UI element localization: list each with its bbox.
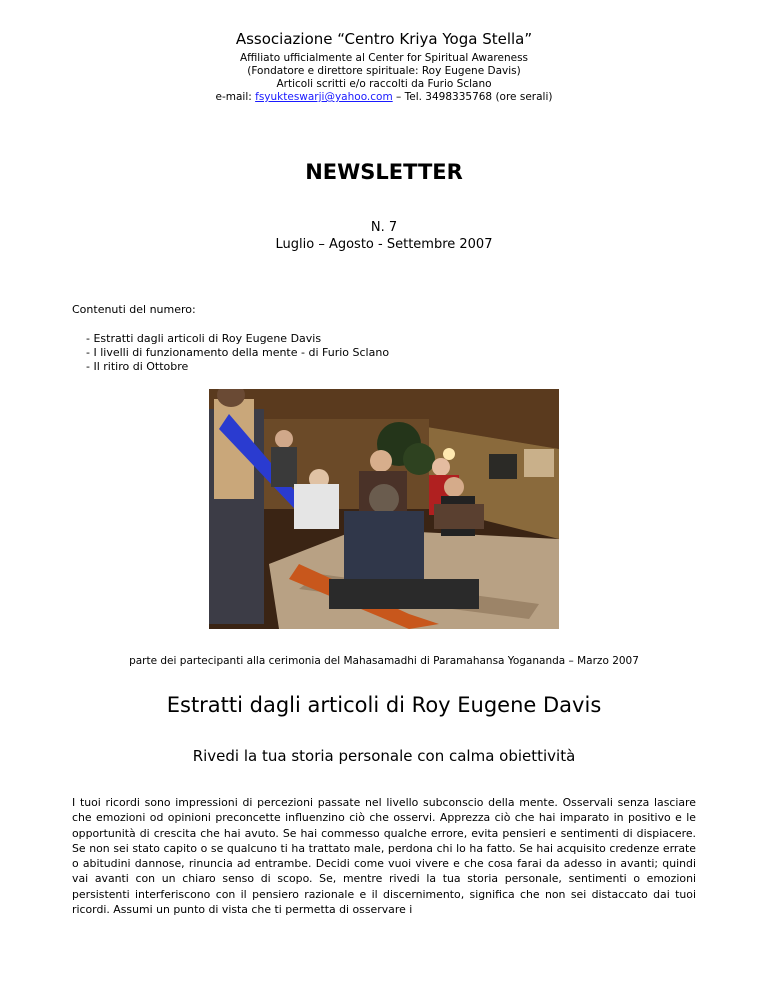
- issue-period: Luglio – Agosto - Settembre 2007: [275, 237, 493, 252]
- newsletter-title: NEWSLETTER: [305, 160, 463, 184]
- phone-text: – Tel. 3498335768 (ore serali): [392, 91, 553, 103]
- organization-title: Associazione “Centro Kriya Yoga Stella”: [235, 30, 533, 48]
- author-line: Articoli scritti e/o raccolti da Furio Sclano: [276, 78, 492, 90]
- article-subtitle: Rivedi la tua storia personale con calma obiettività: [192, 747, 576, 765]
- founder-line: (Fondatore e direttore spirituale: Roy Eugene Davis): [247, 65, 521, 77]
- contents-item: - Estratti dagli articoli di Roy Eugene Davis: [86, 332, 322, 345]
- article-body: I tuoi ricordi sono impressioni di percezioni passate nel livello subconscio della mente. Osservali senza lasciare che emozioni od opinioni preconcette influenzino ciò che osservi. Apprezza ciò che hai imparato in positivo e le opportunità di crescita che hai avuto. Se hai commesso qualche errore, evita pensieri e sentimenti di dispiacere. Se non sei stato capito o se qualcuno ti ha trattato male, perdona chi lo ha fatto. Se hai acquisito credenze errate o abitudini dannose, rinuncia ad entrambe. Decidi come vuoi vivere e che cosa farai da adesso in avanti; quindi vai avanti con un chiaro senso di scopo. Se, mentre rivedi la tua storia personale, sentimenti o emozioni persistenti interferiscono con il pensiero razionale e il discernimento, significa che non sei distaccato dai tuoi ricordi. Assumi un punto di vista che ti permetta di osservare i: [72, 796, 696, 917]
- contents-item: - I livelli di funzionamento della mente - di Furio Sclano: [86, 346, 390, 359]
- affiliation-line: Affiliato ufficialmente al Center for Spiritual Awareness: [239, 52, 529, 64]
- email-link[interactable]: fsyukteswarji@yahoo.com: [255, 91, 393, 103]
- ceremony-photo: [209, 389, 559, 629]
- photo-caption: parte dei partecipanti alla cerimonia del Mahasamadhi di Paramahansa Yogananda – Marzo 2007: [129, 655, 639, 667]
- contact-line: [0, 91, 768, 104]
- section-title: Estratti dagli articoli di Roy Eugene Davis: [166, 693, 602, 717]
- contents-list: [86, 332, 389, 374]
- contents-label: Contenuti del numero:: [72, 303, 196, 316]
- issue-info: [0, 219, 768, 253]
- document-header: [0, 30, 768, 104]
- contents-item: - Il ritiro di Ottobre: [86, 360, 189, 373]
- email-prefix: e-mail:: [215, 91, 256, 103]
- issue-number: N. 7: [370, 220, 398, 235]
